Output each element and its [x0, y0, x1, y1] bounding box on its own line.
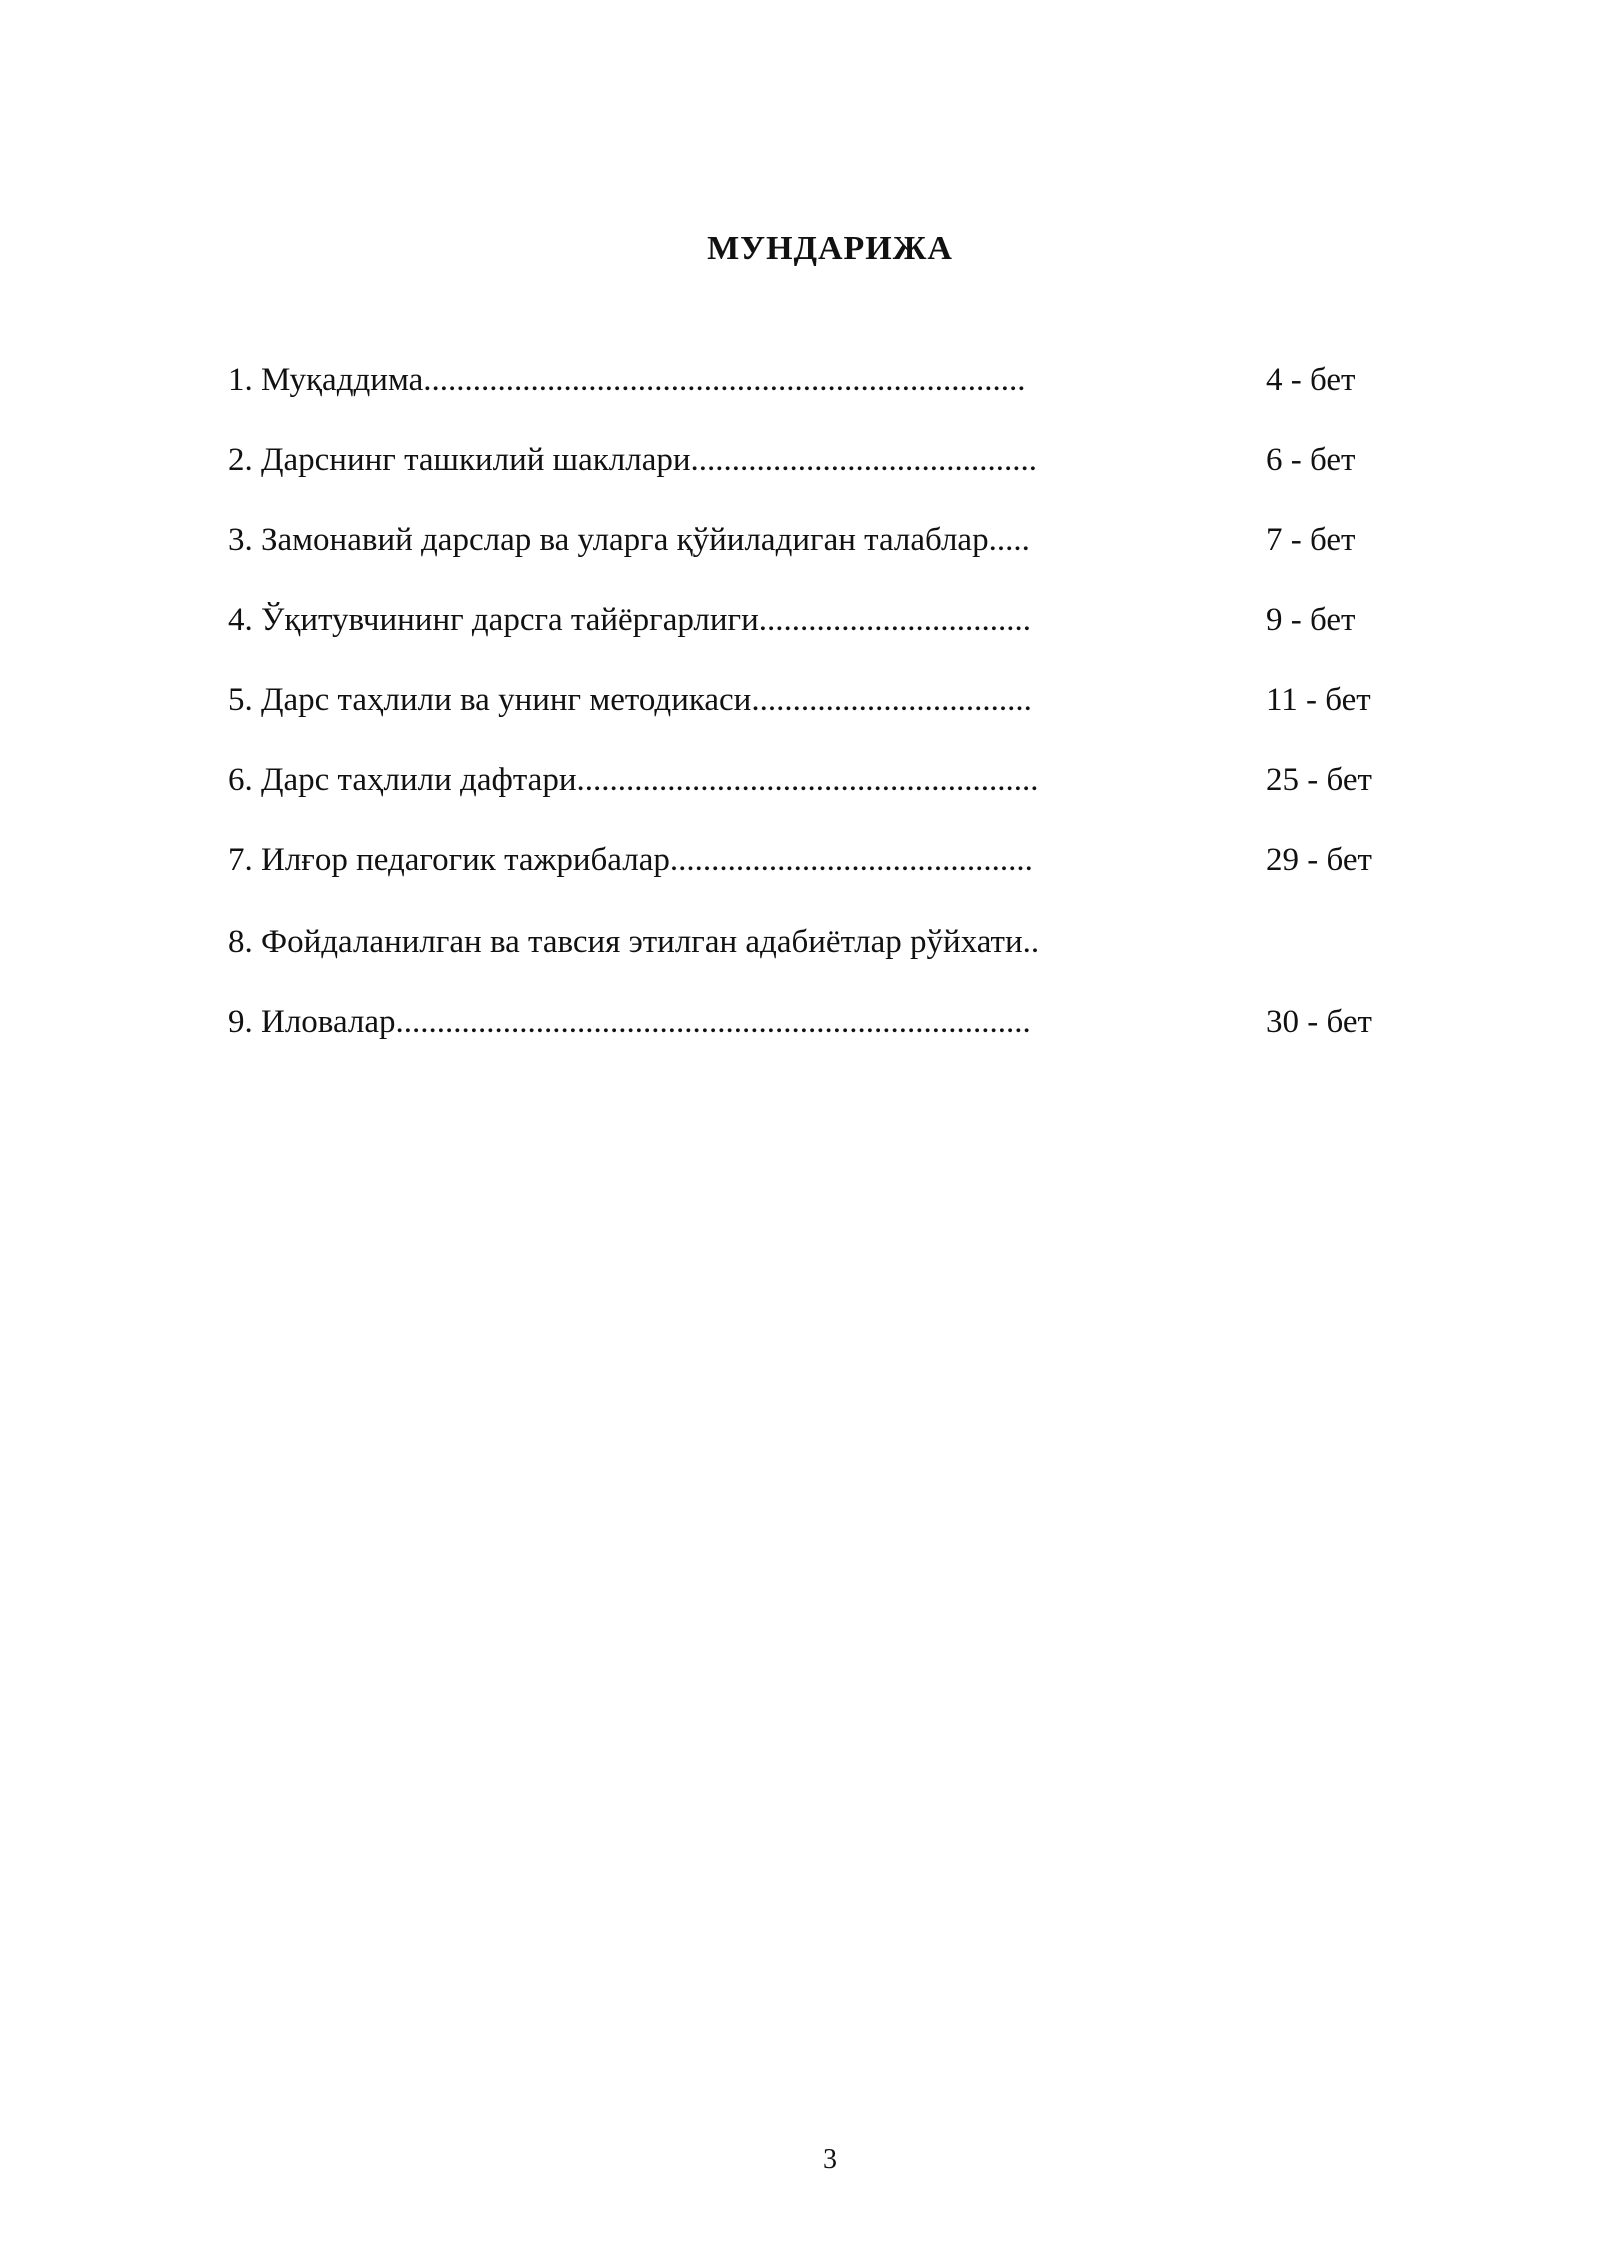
toc-entry	[228, 354, 1428, 434]
toc-entry-text: 9. Иловалар.............................................................................	[228, 1004, 1031, 1040]
toc-entry	[228, 916, 1428, 996]
toc-title: МУНДАРИЖА	[707, 230, 953, 267]
toc-entry-page: 29 - бет	[1266, 842, 1372, 878]
toc-entry-text: 3. Замонавий дарслар ва уларга қўйиладиган талаблар.....	[228, 522, 1030, 558]
toc-entry-text: 5. Дарс таҳлили ва унинг методикаси..................................	[228, 682, 1032, 718]
page-number: 3	[823, 2144, 837, 2175]
toc-entry-page: 6 - бет	[1266, 442, 1356, 478]
toc-entry-page: 7 - бет	[1266, 522, 1356, 558]
toc-entry-page: 30 - бет	[1266, 1004, 1372, 1040]
toc-entry	[228, 594, 1428, 674]
toc-entry	[228, 674, 1428, 754]
toc-entry	[228, 754, 1428, 834]
toc-entry	[228, 434, 1428, 514]
toc-entry-page: 9 - бет	[1266, 602, 1356, 638]
table-of-contents	[228, 354, 1428, 1076]
toc-entry-page: 11 - бет	[1266, 682, 1371, 718]
toc-entry	[228, 996, 1428, 1076]
toc-entry-page: 25 - бет	[1266, 762, 1372, 798]
toc-entry	[228, 834, 1428, 916]
toc-entry-text: 2. Дарснинг ташкилий шакллари..........................................	[228, 442, 1038, 478]
toc-entry	[228, 514, 1428, 594]
toc-entry-text: 6. Дарс таҳлили дафтари........................................................	[228, 762, 1039, 798]
toc-entry-text: 8. Фойдаланилган ва тавсия этилган адабиётлар рўйхати..	[228, 924, 1040, 960]
toc-entry-text: 4. Ўқитувчининг дарсга тайёргарлиги.................................	[228, 602, 1032, 638]
toc-entry-page: 4 - бет	[1266, 362, 1356, 398]
toc-entry-text: 7. Илғор педагогик тажрибалар............................................	[228, 842, 1033, 878]
toc-entry-text: 1. Муқаддима.........................................................................	[228, 362, 1026, 398]
